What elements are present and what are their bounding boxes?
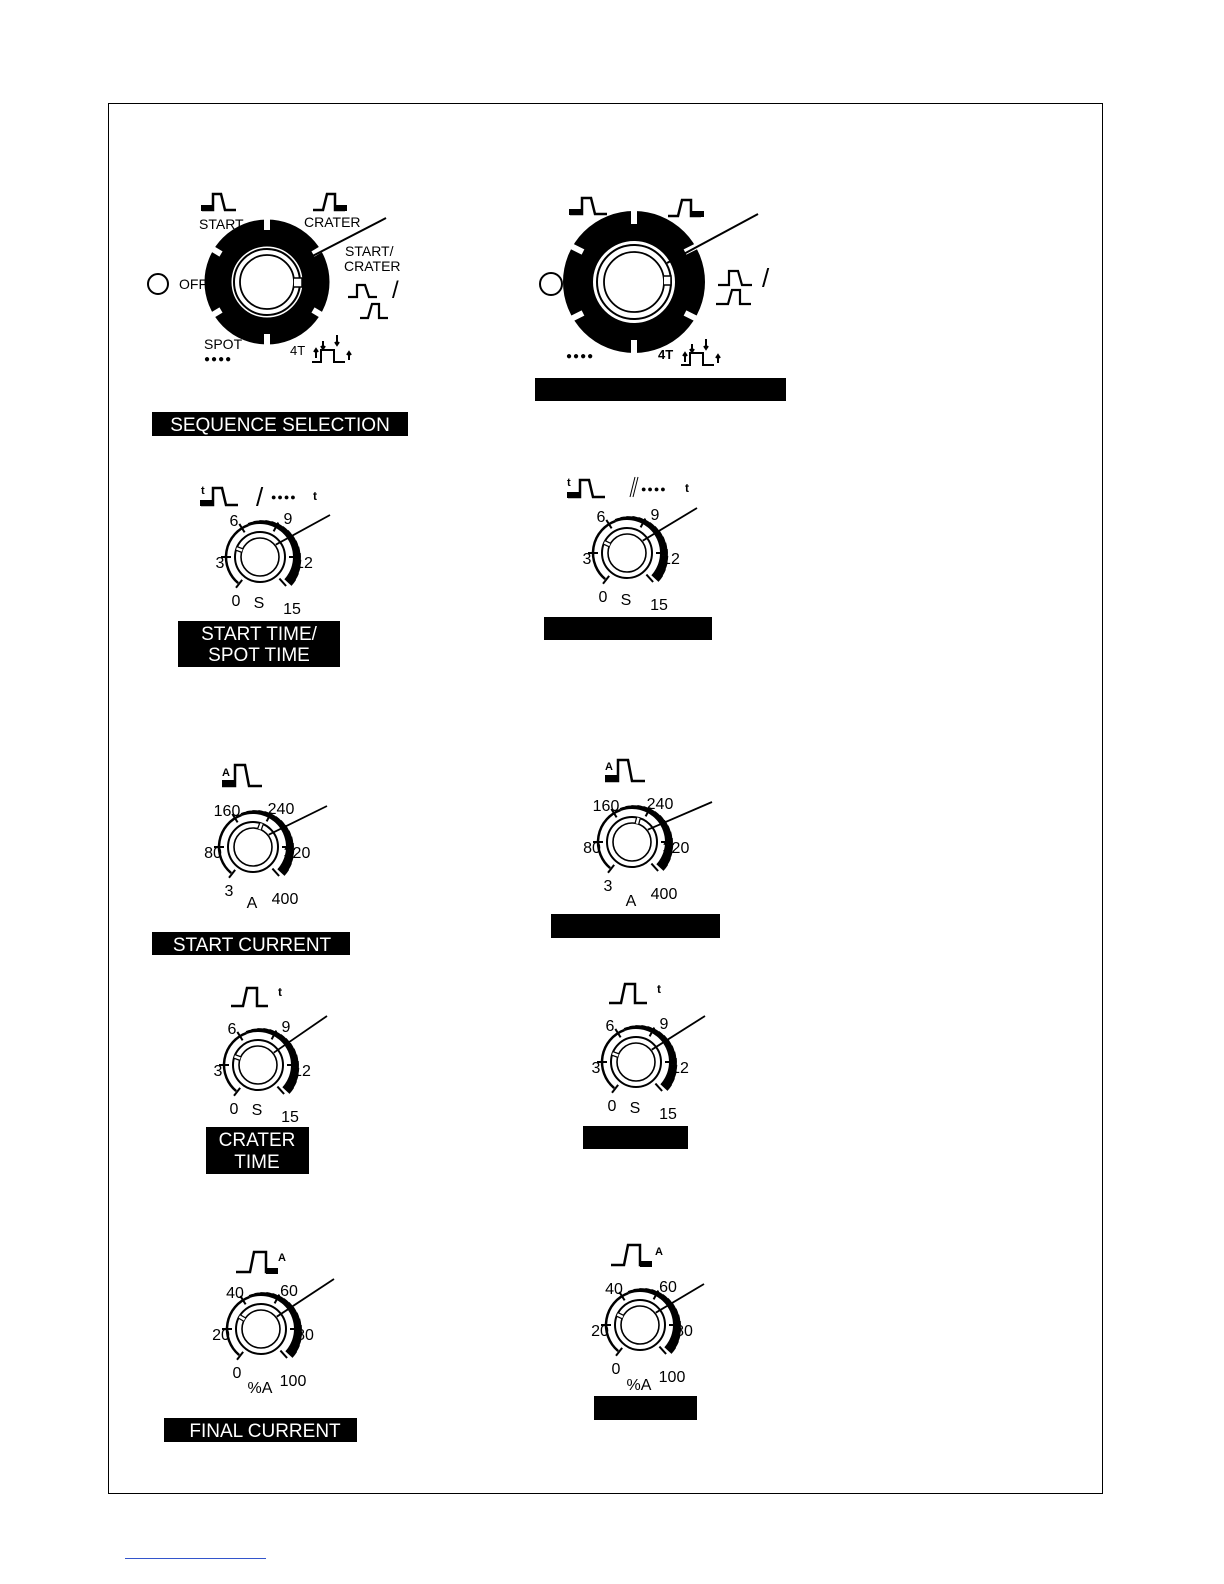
tick-label: 20 — [212, 1327, 230, 1344]
tick-label: 6 — [596, 509, 606, 526]
tick-label: 3 — [224, 883, 234, 900]
svg-text:●●●●: ●●●● — [271, 492, 297, 502]
tick-label: 6 — [229, 513, 239, 530]
off-label: OFF — [179, 276, 207, 292]
tick-label: 6 — [227, 1021, 237, 1038]
svg-text:●●●●: ●●●● — [641, 484, 667, 494]
final-current-dial-blank[interactable] — [591, 1279, 704, 1394]
tick-label: 3 — [213, 1063, 223, 1080]
footer-rule — [125, 1558, 266, 1559]
tick-label: 80 — [675, 1323, 693, 1340]
tick-label: 0 — [611, 1361, 621, 1378]
svg-text:A: A — [605, 761, 613, 773]
svg-text:A: A — [278, 1252, 286, 1264]
final-current-dial[interactable] — [212, 1279, 334, 1397]
unit-label: %A — [247, 1380, 273, 1397]
tick-label: 3 — [603, 878, 613, 895]
final-current-label: FINAL CURRENT — [189, 1421, 341, 1442]
crater-label: CRATER — [304, 214, 361, 230]
start-current-dial-blank[interactable] — [583, 796, 712, 910]
start-crater-label-2: CRATER — [344, 258, 401, 274]
start-label: START — [199, 216, 244, 232]
blank-label-box — [535, 378, 786, 401]
tick-label: 240 — [646, 796, 674, 813]
tick-label: 9 — [281, 1019, 291, 1036]
tick-label: 3 — [215, 555, 225, 572]
four-t-wave-icon — [681, 339, 720, 365]
blank-label-box — [583, 1126, 688, 1149]
blank-label-box — [544, 617, 712, 640]
tick-label: 12 — [293, 1063, 311, 1080]
crater-time-dial-blank[interactable] — [592, 1016, 705, 1123]
tick-label: 40 — [605, 1281, 623, 1298]
svg-text:t: t — [278, 985, 282, 999]
crater-time-symbol-left — [231, 985, 282, 1006]
tick-label: 12 — [295, 555, 313, 572]
tick-label: 60 — [659, 1279, 677, 1296]
svg-text:t: t — [567, 477, 571, 489]
tick-label: 100 — [658, 1369, 686, 1386]
tick-label: 0 — [607, 1098, 617, 1115]
final-current-symbol-left — [236, 1252, 286, 1274]
tick-label: 9 — [650, 507, 660, 524]
crater-time-label-line2: TIME — [234, 1152, 280, 1173]
tick-label: 40 — [226, 1285, 244, 1302]
sequence-selector-knob[interactable] — [211, 218, 386, 346]
tick-label: 60 — [280, 1283, 298, 1300]
blank-label-box — [594, 1396, 697, 1420]
tick-label: 6 — [605, 1018, 615, 1035]
tick-label: 160 — [213, 803, 241, 820]
start-crater-wave-icon — [348, 285, 377, 297]
tick-label: 160 — [592, 798, 620, 815]
spot-dots: ●●●● — [204, 354, 233, 365]
tick-label: 15 — [281, 1109, 299, 1126]
crater-time-label-line1: CRATER — [218, 1130, 296, 1151]
unit-label: A — [625, 893, 637, 910]
tick-label: 80 — [296, 1327, 314, 1344]
sequence-selector-right — [535, 198, 786, 401]
tick-label: 9 — [283, 511, 293, 528]
svg-text:t: t — [657, 982, 661, 996]
start-current-label: START CURRENT — [172, 935, 332, 956]
tick-label: 3 — [591, 1060, 601, 1077]
svg-text:/: / — [256, 482, 264, 512]
start-crater-label-1: START/ — [345, 243, 394, 259]
crater-time-dial[interactable] — [214, 1016, 327, 1126]
start-time-label-line1: START TIME/ — [201, 624, 317, 645]
tick-label: 0 — [598, 589, 608, 606]
tick-label: 12 — [662, 551, 680, 568]
sequence-selection-label: SEQUENCE SELECTION — [170, 415, 390, 436]
tick-label: 15 — [283, 601, 301, 618]
tick-label: 0 — [232, 1365, 242, 1382]
tick-label: 12 — [671, 1060, 689, 1077]
tick-label: 320 — [283, 845, 311, 862]
tick-label: 9 — [659, 1016, 669, 1033]
start-current-dial[interactable] — [204, 801, 327, 912]
tick-label: 400 — [650, 886, 678, 903]
spot-label: SPOT — [204, 336, 243, 352]
start-time-dial-blank[interactable] — [583, 507, 697, 614]
tick-label: 80 — [204, 845, 222, 862]
off-indicator-icon — [540, 273, 562, 295]
tick-label: 240 — [267, 801, 295, 818]
tick-label: 15 — [659, 1106, 677, 1123]
crater-only-wave-icon — [716, 290, 751, 304]
tick-label: 0 — [229, 1101, 239, 1118]
crater-only-wave-icon — [360, 304, 388, 318]
sequence-selector-left — [148, 194, 408, 436]
unit-label: S — [620, 592, 632, 609]
tick-label: 80 — [583, 840, 601, 857]
tick-label: 20 — [591, 1323, 609, 1340]
off-indicator-icon — [148, 274, 168, 294]
start-time-dial[interactable] — [216, 511, 330, 618]
start-time-symbol-right — [567, 477, 689, 498]
wave-slash: / — [392, 277, 399, 304]
wave-slash: / — [762, 263, 770, 293]
unit-label: A — [246, 895, 258, 912]
final-current-symbol-right — [611, 1245, 663, 1267]
unit-label: S — [253, 595, 265, 612]
four-t-wave-icon — [312, 335, 351, 362]
start-crater-wave-icon — [718, 271, 752, 285]
unit-label: S — [629, 1100, 641, 1117]
tick-label: 3 — [582, 551, 592, 568]
start-time-symbol-left — [200, 482, 317, 512]
crater-time-symbol-right — [609, 982, 661, 1003]
tick-label: 400 — [271, 891, 299, 908]
tick-label: 100 — [279, 1373, 307, 1390]
four-t-label: 4T — [290, 343, 306, 358]
start-time-label-line2: SPOT TIME — [208, 645, 310, 666]
blank-label-box — [551, 914, 720, 938]
start-current-symbol-right — [605, 760, 645, 782]
four-t-label: 4T — [658, 347, 674, 362]
unit-label: %A — [626, 1377, 652, 1394]
tick-label: 320 — [662, 840, 690, 857]
svg-text:A: A — [222, 767, 230, 779]
tick-label: 0 — [231, 593, 241, 610]
tick-label: 15 — [650, 597, 668, 614]
svg-text:t: t — [685, 481, 689, 495]
svg-text:A: A — [655, 1246, 663, 1258]
start-current-symbol-left — [222, 765, 262, 787]
svg-text:t: t — [313, 489, 317, 503]
svg-text:t: t — [201, 485, 205, 497]
spot-dots: ●●●● — [566, 351, 595, 362]
unit-label: S — [251, 1102, 263, 1119]
